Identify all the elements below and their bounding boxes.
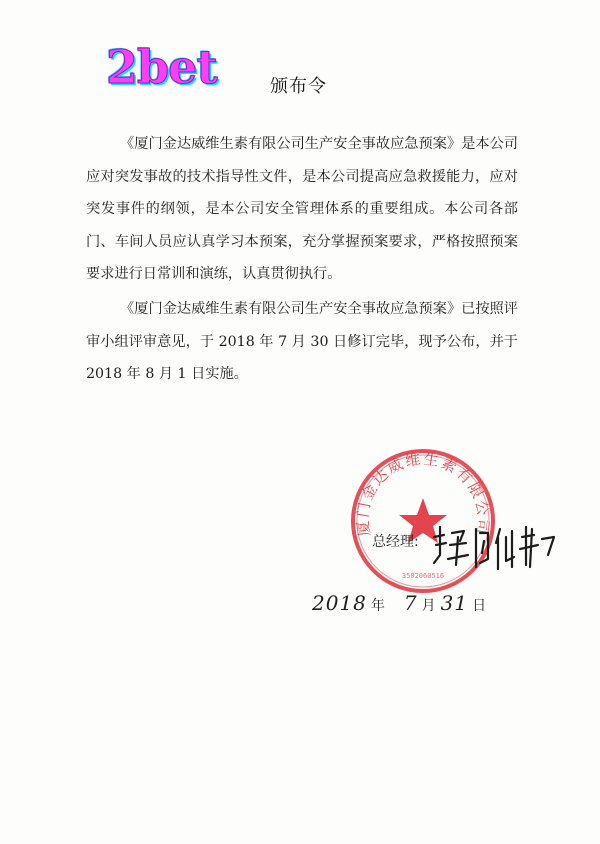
date-day: 31 xyxy=(440,591,469,615)
paragraph-2 xyxy=(86,293,518,391)
paragraph-1 xyxy=(86,128,518,291)
signature-date xyxy=(312,591,491,615)
seal-serial: 3502060516 xyxy=(401,572,445,580)
logo-watermark: 2bet xyxy=(106,40,217,94)
paragraph-1-text: 《厦门金达威维生素有限公司生产安全事故应急预案》是本公司应对突发事故的技术指导性文件，是本公司提高应急救援能力，应对突发事件的纲领，是本公司安全管理体系的重要组成。本公司各部门、车间人员应认真学习本预案，充分掌握预案要求，严格按照预案要求进行日常训和演练，认真贯彻执行。 xyxy=(86,136,518,283)
date-day-unit: 日 xyxy=(472,598,488,614)
date-month-unit: 月 xyxy=(421,598,437,614)
page-title: 颁布令 xyxy=(270,76,327,97)
date-year-unit: 年 xyxy=(370,598,386,614)
manager-label: 总经理: xyxy=(372,534,419,550)
date-year: 2018 xyxy=(312,591,367,615)
handwritten-signature xyxy=(430,515,570,575)
date-month: 7 xyxy=(403,591,418,615)
seal-text: 厦门金达威维生素有限公司 xyxy=(353,449,493,538)
paragraph-2-text: 《厦门金达威维生素有限公司生产安全事故应急预案》已按照评审小组评审意见，于 2018 年 7 月 30 日修订完毕，现予公布，并于 2018 年 8 月 1 日实施。 xyxy=(86,301,518,383)
